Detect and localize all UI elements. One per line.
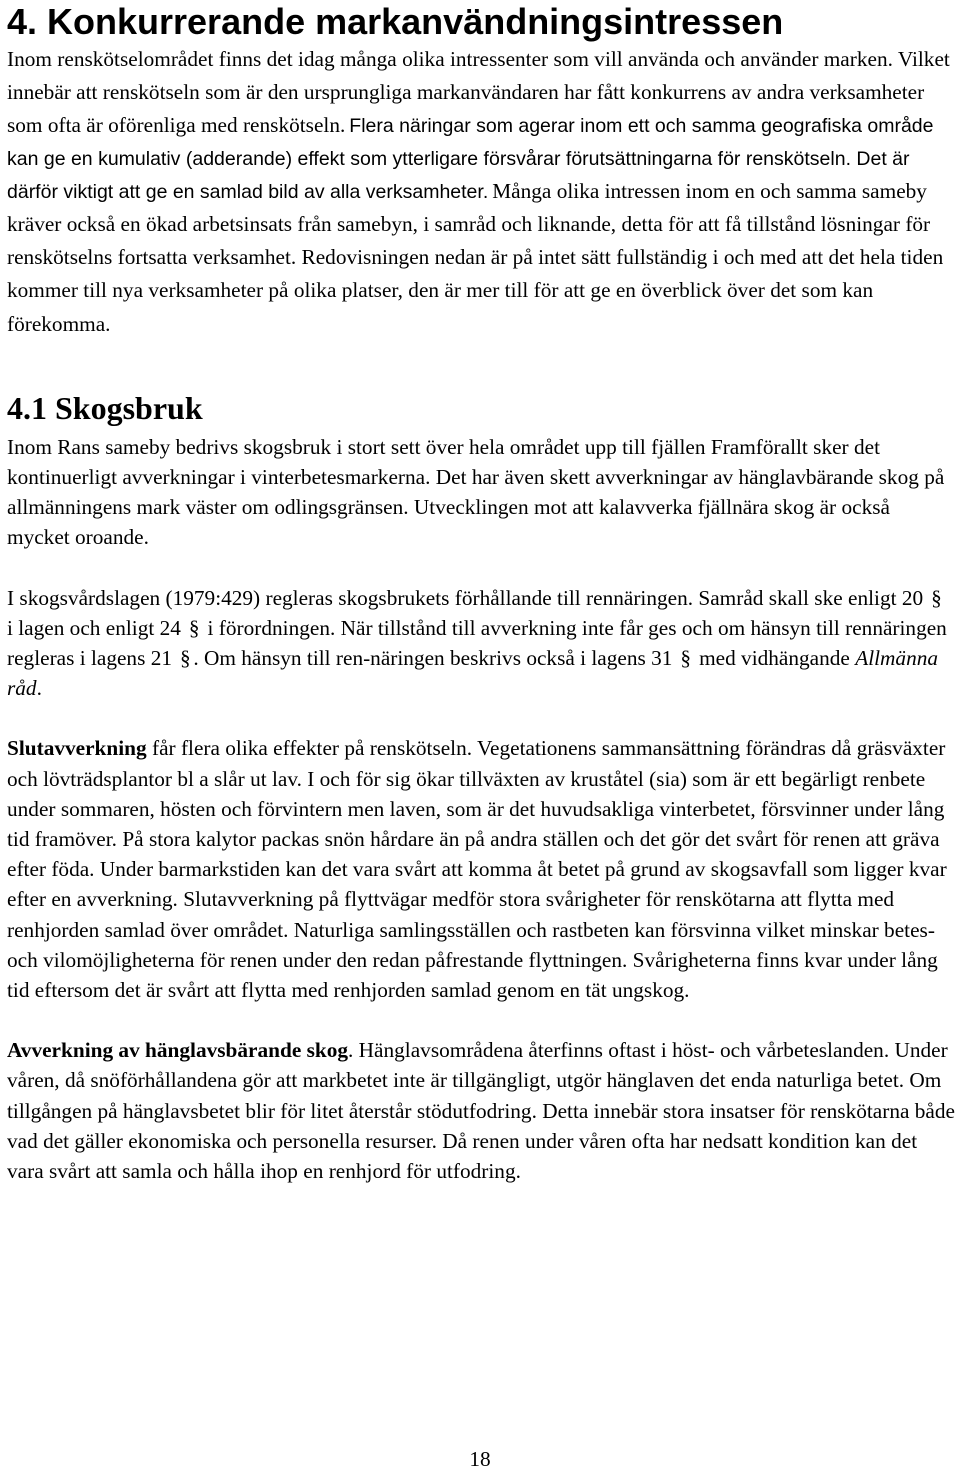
paragraph-sign-icon: § <box>188 615 200 640</box>
hanglav-text: . Hänglavsområdena återfinns oftast i höst- och vårbeteslanden. Under våren, då snöförhållandena gör att markbetet inte är tillgängligt, utgör hänglaven det enda naturliga betet. Om tillgången på hänglavsbetet blir för litet återstår stödutfodring. Detta innebär stora insatser för renskötarna både vad det gäller ekonomiska och personella resurser. Då renen under våren ofta har nedsatt kondition kan det vara svårt att samla och hålla ihop en renhjord för utfodring. <box>7 1038 955 1184</box>
slutavverkning-text: får flera olika effekter på renskötseln. Vegetationens sammansättning förändras då gräsväxter och lövträdsplantor bl a slår ut lav. I och för sig ökar tillväxten av kruståtel (sia) som är ett begärligt renbete under sommaren, hösten och förvintern men laven, som är det huvudsakliga vinterbetet, försvinner under lång tid framöver. På stora kalytor packas snön hårdare än på andra ställen och det gör det svårt för renen att gräva efter föda. Under barmarkstiden kan det vara svårt att komma åt betet på grund av skogsavfall som ligger kvar efter en avverkning. Slutavverkning på flyttvägar medför stora svårigheter för renskötarna att flytta med renhjorden samlad över området. Naturliga samlingsställen och rastbeten kan försvinna vilket minskar betes- och vilomöjligheterna för renen under den redan påfrestande flyttningen. Svårigheterna finns kvar under lång tid eftersom det är svårt att flytta med renhjorden samlad genom en tät ungskog. <box>7 736 947 1003</box>
chapter-intro-paragraph <box>7 44 955 342</box>
paragraph-sign-icon: § <box>680 646 692 671</box>
section-paragraph-2 <box>7 583 955 704</box>
law-text-c: i förordningen. När tillstånd till avverkning inte får ges och om hänsyn till rennäringen regleras i lagens 21 <box>7 615 947 671</box>
section-paragraph-4 <box>7 1035 955 1186</box>
section-paragraph-3 <box>7 733 955 1005</box>
law-text-d: . Om hänsyn till ren-näringen beskrivs också i lagens 31 <box>193 646 673 671</box>
hanglav-term: Avverkning av hänglavsbärande skog <box>7 1038 349 1063</box>
law-text-a: I skogsvårdslagen (1979:429) regleras skogsbrukets förhållande till rennäringen. Samråd skall ske enligt 20 <box>7 585 924 610</box>
law-text-b: i lagen och enligt 24 <box>7 615 181 640</box>
page-number: 18 <box>469 1447 491 1471</box>
law-text-end: . <box>36 676 42 701</box>
document-page <box>7 0 955 1186</box>
intro-text-serif: Inom renskötselområdet finns det idag många olika intressenter som vill använda och använder marken. Vilket innebär att renskötseln som är den ursprungliga markanvändaren har fått konkurrens av andra verksamheter som ofta är oförenliga med renskötseln. <box>7 47 950 138</box>
allmanna-rad-italic: Allmänna råd <box>7 646 939 701</box>
chapter-heading: 4. Konkurrerande markanvändningsintressen <box>7 1 784 42</box>
section-paragraph-1: Inom Rans sameby bedrivs skogsbruk i stort sett över hela området upp till fjällen Framförallt sker det kontinuerligt avverkningar i vinterbetesmarkerna. Det har även skett avverkningar av hänglavbärande skog på allmänningens mark väster om odlingsgränsen. Utvecklingen mot att kalavverka fjällnära skog är också mycket oroande. <box>7 434 945 550</box>
paragraph-sign-icon: § <box>180 646 191 671</box>
intro-text-sans: Flera näringar som agerar inom ett och samma geografiska område kan ge en kumulativ (adderande) effekt som ytterligare försvårar förutsättningarna för renskötseln. Det är därför viktigt att ge en samlad bild av alla verksamheter. <box>7 115 934 203</box>
section-heading: 4.1 Skogsbruk <box>7 389 203 426</box>
slutavverkning-term: Slutavverkning <box>7 736 147 761</box>
paragraph-sign-icon: § <box>931 585 942 610</box>
intro-text-serif-end: Många olika intressen inom en och samma sameby kräver också en ökad arbetsinsats från samebyn, i samråd och liknande, detta för att få tillstånd lösningar för renskötselns fortsatta verksamhet. Redovisningen nedan är på intet sätt fullständig i och med att det hela tiden kommer till nya verksamheter på olika platser, den är mer till för att ge en överblick över det som kan förekomma. <box>7 178 944 336</box>
law-text-e: med vidhängande <box>699 646 850 671</box>
